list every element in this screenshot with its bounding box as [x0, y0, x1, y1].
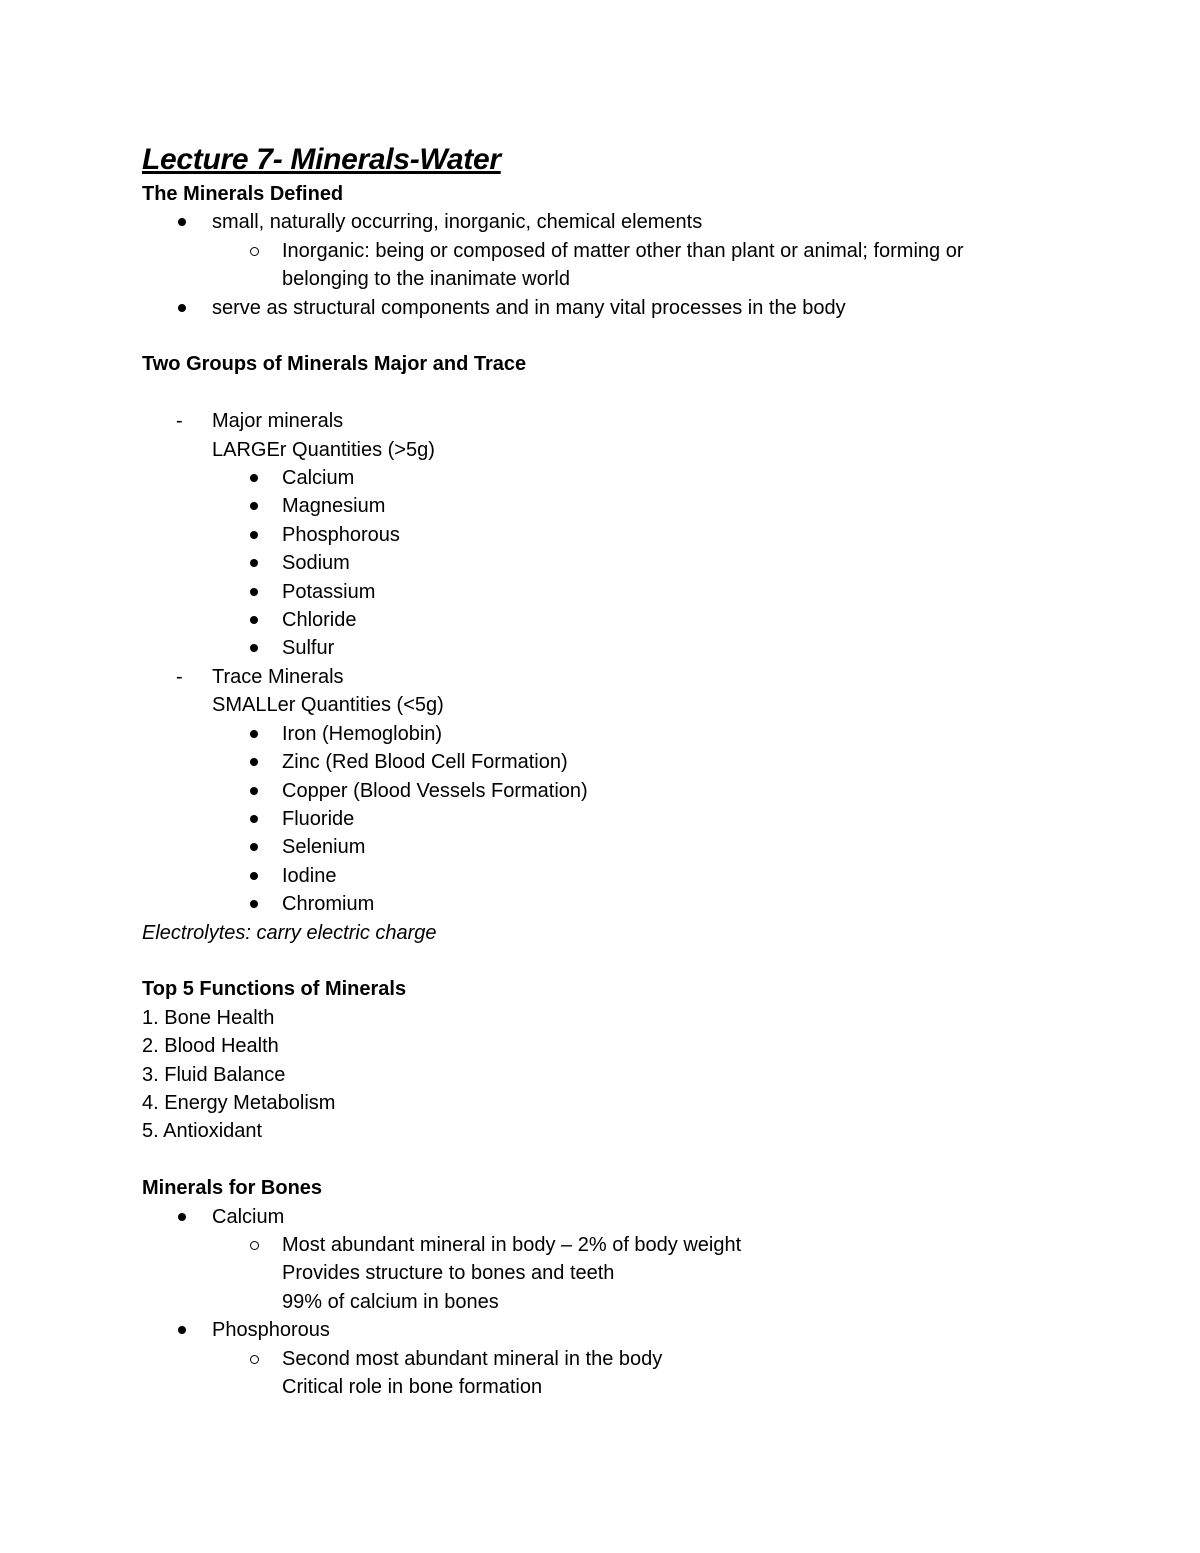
bullet-icon [250, 900, 258, 908]
list-item [142, 833, 1102, 861]
list-item [142, 634, 1102, 662]
list-item-text: Second most abundant mineral in the body [282, 1347, 663, 1370]
list-item-text: LARGEr Quantities (>5g) [212, 438, 435, 461]
list-item-text: Major minerals [212, 410, 344, 433]
numbered-item: 5. Antioxidant [142, 1120, 263, 1143]
list-item [142, 1203, 1102, 1231]
sub-list-item [142, 1345, 1102, 1373]
numbered-item: 2. Blood Health [142, 1035, 279, 1058]
bullet-icon [178, 1213, 186, 1221]
trace-mineral: Copper (Blood Vessels Formation) [282, 779, 588, 802]
list-item [142, 492, 1102, 520]
sub-list-item-continuation [142, 265, 1102, 293]
section-heading-top-functions: Top 5 Functions of Minerals [142, 978, 407, 1001]
list-item [142, 890, 1102, 918]
sub-list-item-continuation [142, 1288, 1102, 1316]
bullet-icon [250, 559, 258, 567]
list-item [142, 777, 1102, 805]
list-item [142, 464, 1102, 492]
bullet-icon [250, 616, 258, 624]
list-item-text: serve as structural components and in many vital processes in the body [212, 296, 846, 319]
bullet-icon [250, 815, 258, 823]
major-mineral: Potassium [282, 580, 376, 603]
section-heading-minerals-for-bones: Minerals for Bones [142, 1177, 323, 1200]
numbered-item: 1. Bone Health [142, 1006, 275, 1029]
list-item [142, 720, 1102, 748]
sub-list-item-continuation [142, 1373, 1102, 1401]
list-item-text: Calcium [212, 1205, 285, 1228]
trace-quantity [142, 691, 1102, 719]
bullet-icon [250, 872, 258, 880]
list-item [142, 606, 1102, 634]
bullet-icon [250, 588, 258, 596]
major-quantity [142, 436, 1102, 464]
major-mineral: Sodium [282, 552, 350, 575]
list-item [142, 294, 1102, 322]
trace-mineral: Chromium [282, 893, 375, 916]
bullet-icon [250, 787, 258, 795]
list-item [142, 521, 1102, 549]
major-mineral: Phosphorous [282, 523, 400, 546]
major-mineral: Magnesium [282, 495, 386, 518]
document-page [142, 140, 1102, 1401]
bullet-icon [250, 730, 258, 738]
major-mineral: Sulfur [282, 637, 335, 660]
sub-list-item [142, 1231, 1102, 1259]
list-item-text: belonging to the inanimate world [282, 268, 570, 291]
section-heading-minerals-defined: The Minerals Defined [142, 183, 344, 205]
trace-mineral: Zinc (Red Blood Cell Formation) [282, 751, 568, 774]
bullet-icon [250, 644, 258, 652]
list-item [142, 805, 1102, 833]
bullet-icon [178, 218, 186, 226]
major-mineral: Chloride [282, 609, 357, 632]
hollow-bullet-icon [250, 1241, 259, 1250]
bullet-icon [250, 474, 258, 482]
trace-mineral: Iodine [282, 864, 337, 887]
numbered-item: 4. Energy Metabolism [142, 1091, 336, 1114]
list-item [142, 862, 1102, 890]
list-item [142, 1316, 1102, 1344]
bullet-icon [178, 304, 186, 312]
list-item-text: Inorganic: being or composed of matter other than plant or animal; forming or [282, 239, 964, 262]
trace-mineral: Iron (Hemoglobin) [282, 722, 443, 745]
dash-list-item-major [142, 407, 1102, 435]
electrolytes-note: Electrolytes: carry electric charge [142, 921, 437, 944]
list-item-text: Most abundant mineral in body – 2% of body weight [282, 1233, 742, 1256]
hollow-bullet-icon [250, 247, 259, 256]
major-mineral: Calcium [282, 467, 355, 490]
sub-list-item-continuation [142, 1259, 1102, 1287]
list-item-text: small, naturally occurring, inorganic, chemical elements [212, 211, 703, 234]
list-item-text: 99% of calcium in bones [282, 1290, 499, 1313]
hollow-bullet-icon [250, 1355, 259, 1364]
dash-list-item-trace [142, 663, 1102, 691]
list-item [142, 208, 1102, 236]
dash-marker: - [176, 665, 183, 688]
bullet-icon [178, 1326, 186, 1334]
trace-mineral: Fluoride [282, 807, 355, 830]
bullet-icon [250, 502, 258, 510]
page-title: Lecture 7- Minerals-Water [142, 143, 501, 176]
list-item-text: Phosphorous [212, 1319, 330, 1342]
list-item-text: Critical role in bone formation [282, 1376, 543, 1398]
trace-mineral: Selenium [282, 836, 366, 859]
list-item-text: Provides structure to bones and teeth [282, 1262, 615, 1285]
dash-marker: - [176, 410, 183, 433]
list-item [142, 748, 1102, 776]
list-item [142, 578, 1102, 606]
list-item-text: SMALLer Quantities (<5g) [212, 694, 444, 717]
bullet-icon [250, 843, 258, 851]
section-heading-two-groups: Two Groups of Minerals Major and Trace [142, 353, 527, 376]
sub-list-item [142, 237, 1102, 265]
list-item [142, 549, 1102, 577]
bullet-icon [250, 531, 258, 539]
bullet-icon [250, 758, 258, 766]
numbered-item: 3. Fluid Balance [142, 1063, 286, 1086]
list-item-text: Trace Minerals [212, 665, 344, 688]
